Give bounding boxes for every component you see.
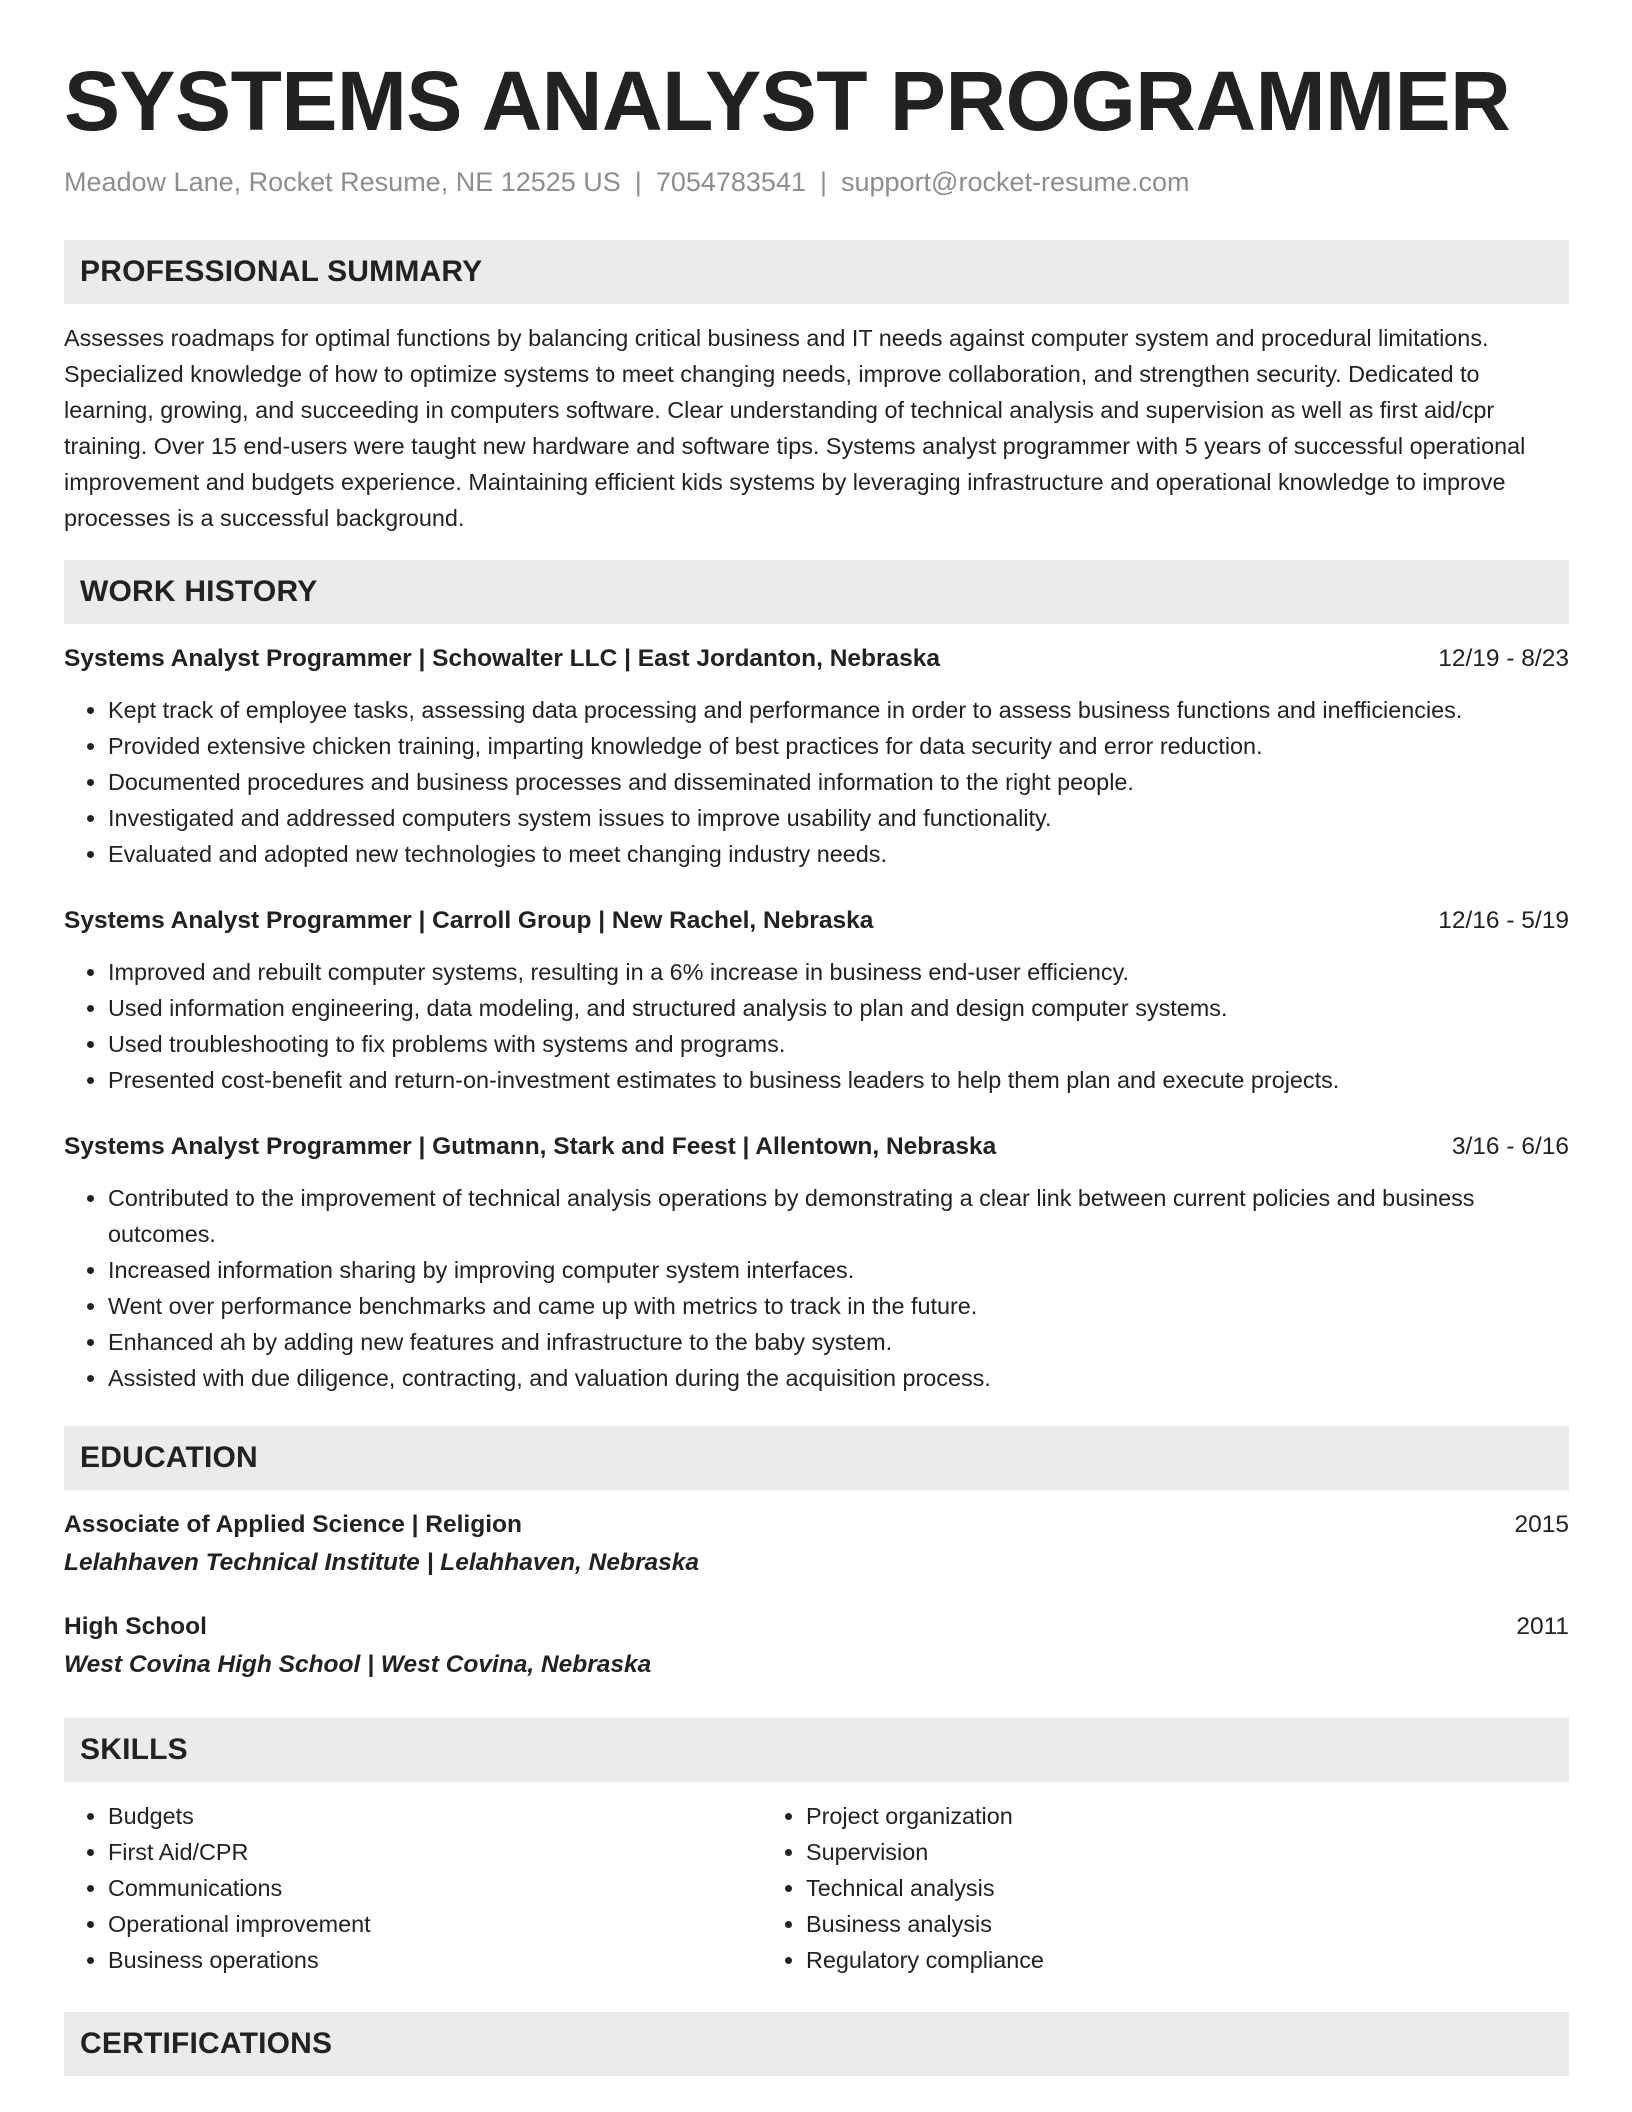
contact-line [64,162,1569,202]
resume-page [64,0,1569,2076]
job-bullet: • Investigated and addressed computers system issues to improve usability and functionality. [108,800,1569,836]
job-title: Systems Analyst Programmer | Schowalter LLC | East Jordanton, Nebraska [64,645,941,672]
candidate-name: SYSTEMS ANALYST PROGRAMMER [64,54,1511,148]
job-bullet: • Increased information sharing by improving computer system interfaces. [108,1252,1569,1288]
contact-phone: 7054783541 [655,167,806,197]
education-year: 2011 [1516,1613,1569,1640]
education-school: West Covina High School | West Covina, Nebraska [64,1651,652,1678]
education-entry [64,1506,1569,1582]
skill-item: • Communications [108,1870,762,1906]
contact-separator: | [634,167,642,197]
job-bullet: • Contributed to the improvement of technical analysis operations by demonstrating a clear link between current policies and business outcomes. [108,1180,1569,1252]
job-entry [64,1128,1569,1396]
job-bullets [64,954,1569,1098]
job-dates: 3/16 - 6/16 [1451,1133,1569,1160]
summary-text: Assesses roadmaps for optimal functions by balancing critical business and IT needs against computer system and procedural limitations. Specialized knowledge of how to optimize systems to meet changing needs, improve collaboration, and strengthen security. Dedicated to learning, growing, and succeeding in computers software. Clear understanding of technical analysis and supervision as well as first aid/cpr training. Over 15 end-users were taught new hardware and software tips. Systems analyst programmer with 5 years of successful operational improvement and budgets experience. Maintaining efficient kids systems by leveraging infrastructure and operational knowledge to improve processes is a successful background. [64,325,1526,531]
section-header-education: EDUCATION [64,1426,1569,1490]
skills-column-left [64,1798,762,1978]
section-header-work-history: WORK HISTORY [64,560,1569,624]
education-degree: High School [64,1613,207,1640]
skill-item: • Business analysis [806,1906,1502,1942]
education-school: Lelahhaven Technical Institute | Lelahhaven, Nebraska [64,1549,699,1576]
skill-item: • Business operations [108,1942,762,1978]
job-bullet: • Enhanced ah by adding new features and infrastructure to the baby system. [108,1324,1569,1360]
job-title: Systems Analyst Programmer | Gutmann, Stark and Feest | Allentown, Nebraska [64,1133,997,1160]
job-bullet: • Documented procedures and business processes and disseminated information to the right people. [108,764,1569,800]
education-entry [64,1608,1569,1684]
job-bullet: • Used troubleshooting to fix problems with systems and programs. [108,1026,1569,1062]
job-bullet: • Presented cost-benefit and return-on-investment estimates to business leaders to help them plan and execute projects. [108,1062,1569,1098]
job-entry [64,640,1569,872]
job-title-row [64,1128,1569,1166]
job-bullet: • Kept track of employee tasks, assessing data processing and performance in order to assess business functions and inefficiencies. [108,692,1569,728]
education-degree: Associate of Applied Science | Religion [64,1511,522,1538]
skill-item: • Technical analysis [806,1870,1502,1906]
job-bullet: • Provided extensive chicken training, imparting knowledge of best practices for data security and error reduction. [108,728,1569,764]
skill-item: • Supervision [806,1834,1502,1870]
skills-column-right [762,1798,1502,1978]
skill-item: • Regulatory compliance [806,1942,1502,1978]
education-row [64,1608,1569,1646]
section-header-certifications: CERTIFICATIONS [64,2012,1569,2076]
education-year: 2015 [1514,1511,1569,1538]
job-title-row [64,902,1569,940]
skill-item: • Project organization [806,1798,1502,1834]
contact-address: Meadow Lane, Rocket Resume, NE 12525 US [64,167,621,197]
contact-email: support@rocket-resume.com [841,167,1190,197]
skill-item: • First Aid/CPR [108,1834,762,1870]
job-bullet: • Assisted with due diligence, contracting, and valuation during the acquisition process. [108,1360,1569,1396]
contact-separator: | [819,167,827,197]
job-bullets [64,1180,1569,1396]
job-dates: 12/16 - 5/19 [1438,907,1569,934]
job-bullet: • Evaluated and adopted new technologies to meet changing industry needs. [108,836,1569,872]
job-entry [64,902,1569,1098]
job-title: Systems Analyst Programmer | Carroll Group | New Rachel, Nebraska [64,907,874,934]
skill-item: • Operational improvement [108,1906,762,1942]
skill-item: • Budgets [108,1798,762,1834]
section-header-skills: SKILLS [64,1718,1569,1782]
job-dates: 12/19 - 8/23 [1438,645,1569,672]
education-row [64,1506,1569,1544]
section-header-summary: PROFESSIONAL SUMMARY [64,240,1569,304]
job-bullet: • Used information engineering, data modeling, and structured analysis to plan and design computer systems. [108,990,1569,1026]
job-bullet: • Improved and rebuilt computer systems, resulting in a 6% increase in business end-user efficiency. [108,954,1569,990]
job-bullet: • Went over performance benchmarks and came up with metrics to track in the future. [108,1288,1569,1324]
job-title-row [64,640,1569,678]
skills-grid [64,1798,1569,1978]
job-bullets [64,692,1569,872]
